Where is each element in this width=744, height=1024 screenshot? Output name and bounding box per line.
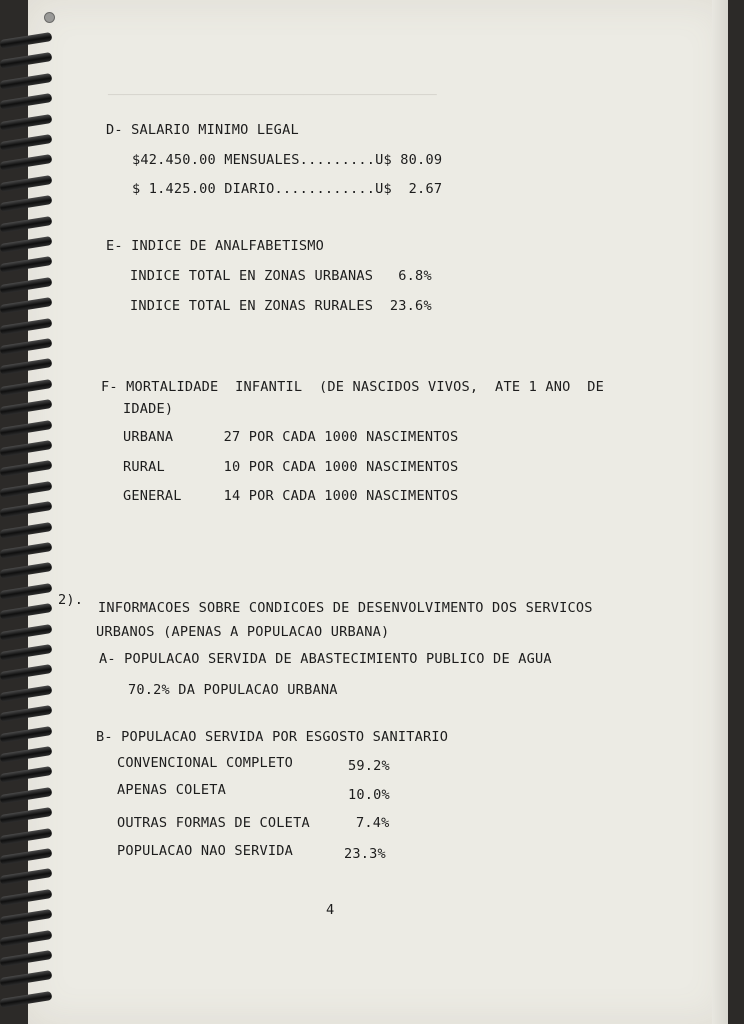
section-d-heading: D- SALARIO MINIMO LEGAL — [106, 122, 299, 138]
spiral-coil — [0, 175, 52, 192]
spiral-coil — [0, 379, 52, 396]
sewage-row-value: 23.3% — [344, 846, 386, 862]
spiral-coil — [0, 338, 52, 355]
spiral-coil — [0, 930, 52, 947]
section-2-heading-cont: URBANOS (APENAS A POPULACAO URBANA) — [96, 624, 390, 640]
spiral-coil — [0, 542, 52, 559]
spiral-coil — [0, 603, 52, 620]
spiral-coil — [0, 277, 52, 294]
spiral-coil — [0, 848, 52, 865]
spiral-coil — [0, 440, 52, 457]
spiral-coil — [0, 195, 52, 212]
sewage-row-label: CONVENCIONAL COMPLETO — [117, 755, 294, 771]
spiral-coil — [0, 216, 52, 233]
section-f-heading-cont: IDADE) — [123, 401, 174, 417]
spiral-coil — [0, 501, 52, 518]
spiral-coil — [0, 32, 52, 49]
spiral-coil — [0, 236, 52, 253]
mortality-rural-row: RURAL 10 POR CADA 1000 NASCIMENTOS — [123, 459, 459, 475]
salary-daily-row: $ 1.425.00 DIARIO............U$ 2.67 — [132, 181, 443, 197]
punch-hole — [44, 12, 55, 23]
spiral-coil — [0, 114, 52, 131]
spiral-coil — [0, 134, 52, 151]
section-2-number: 2). — [58, 592, 84, 608]
sewage-row-label: POPULACAO NAO SERVIDA — [117, 843, 294, 859]
section-e-heading: E- INDICE DE ANALFABETISMO — [106, 238, 324, 254]
spiral-coil — [0, 624, 52, 641]
spiral-coil — [0, 787, 52, 804]
mortality-urban-row: URBANA 27 POR CADA 1000 NASCIMENTOS — [123, 429, 459, 445]
mortality-general-row: GENERAL 14 POR CADA 1000 NASCIMENTOS — [123, 488, 459, 504]
sewage-row-label: APENAS COLETA — [117, 782, 226, 798]
page-edge — [712, 0, 728, 1024]
salary-monthly-row: $42.450.00 MENSUALES.........U$ 80.09 — [132, 152, 443, 168]
sewage-row-value: 59.2% — [348, 758, 390, 774]
water-supply-heading: A- POPULACAO SERVIDA DE ABASTECIMIENTO PUBLICO DE AGUA — [99, 651, 552, 667]
spiral-coil — [0, 562, 52, 579]
spiral-coil — [0, 154, 52, 171]
illiteracy-rural-row: INDICE TOTAL EN ZONAS RURALES 23.6% — [130, 298, 432, 314]
spiral-coil — [0, 358, 52, 375]
sewage-heading: B- POPULACAO SERVIDA POR ESGOSTO SANITARIO — [96, 729, 449, 745]
spiral-coil — [0, 685, 52, 702]
bleed-through: ────────────────────────────────────────── — [108, 88, 437, 103]
spiral-coil — [0, 256, 52, 273]
spiral-coil — [0, 766, 52, 783]
spiral-coil — [0, 420, 52, 437]
section-f-heading: F- MORTALIDADE INFANTIL (DE NASCIDOS VIVOS, ATE 1 ANO DE — [101, 379, 605, 395]
illiteracy-urban-row: INDICE TOTAL EN ZONAS URBANAS 6.8% — [130, 268, 432, 284]
spiral-coil — [0, 705, 52, 722]
spiral-coil — [0, 868, 52, 885]
spiral-coil — [0, 318, 52, 335]
sewage-row-value: 7.4% — [356, 815, 390, 831]
spiral-coil — [0, 909, 52, 926]
spiral-coil — [0, 807, 52, 824]
spiral-coil — [0, 970, 52, 987]
spiral-coil — [0, 889, 52, 906]
spiral-coil — [0, 297, 52, 314]
spiral-coil — [0, 726, 52, 743]
spiral-binding — [0, 0, 60, 1024]
spiral-coil — [0, 481, 52, 498]
spiral-coil — [0, 93, 52, 110]
spiral-coil — [0, 460, 52, 477]
spiral-coil — [0, 583, 52, 600]
spiral-coil — [0, 828, 52, 845]
spiral-coil — [0, 52, 52, 69]
spiral-coil — [0, 950, 52, 967]
sewage-row-label: OUTRAS FORMAS DE COLETA — [117, 815, 310, 831]
section-2-heading: INFORMACOES SOBRE CONDICOES DE DESENVOLVIMENTO DOS SERVICOS — [98, 600, 593, 616]
page-number: 4 — [326, 902, 335, 918]
spiral-coil — [0, 664, 52, 681]
spiral-coil — [0, 522, 52, 539]
spiral-coil — [0, 644, 52, 661]
water-supply-value: 70.2% DA POPULACAO URBANA — [128, 682, 338, 698]
spiral-coil — [0, 73, 52, 90]
sewage-row-value: 10.0% — [348, 787, 390, 803]
spiral-coil — [0, 746, 52, 763]
spiral-coil — [0, 991, 52, 1008]
spiral-coil — [0, 399, 52, 416]
